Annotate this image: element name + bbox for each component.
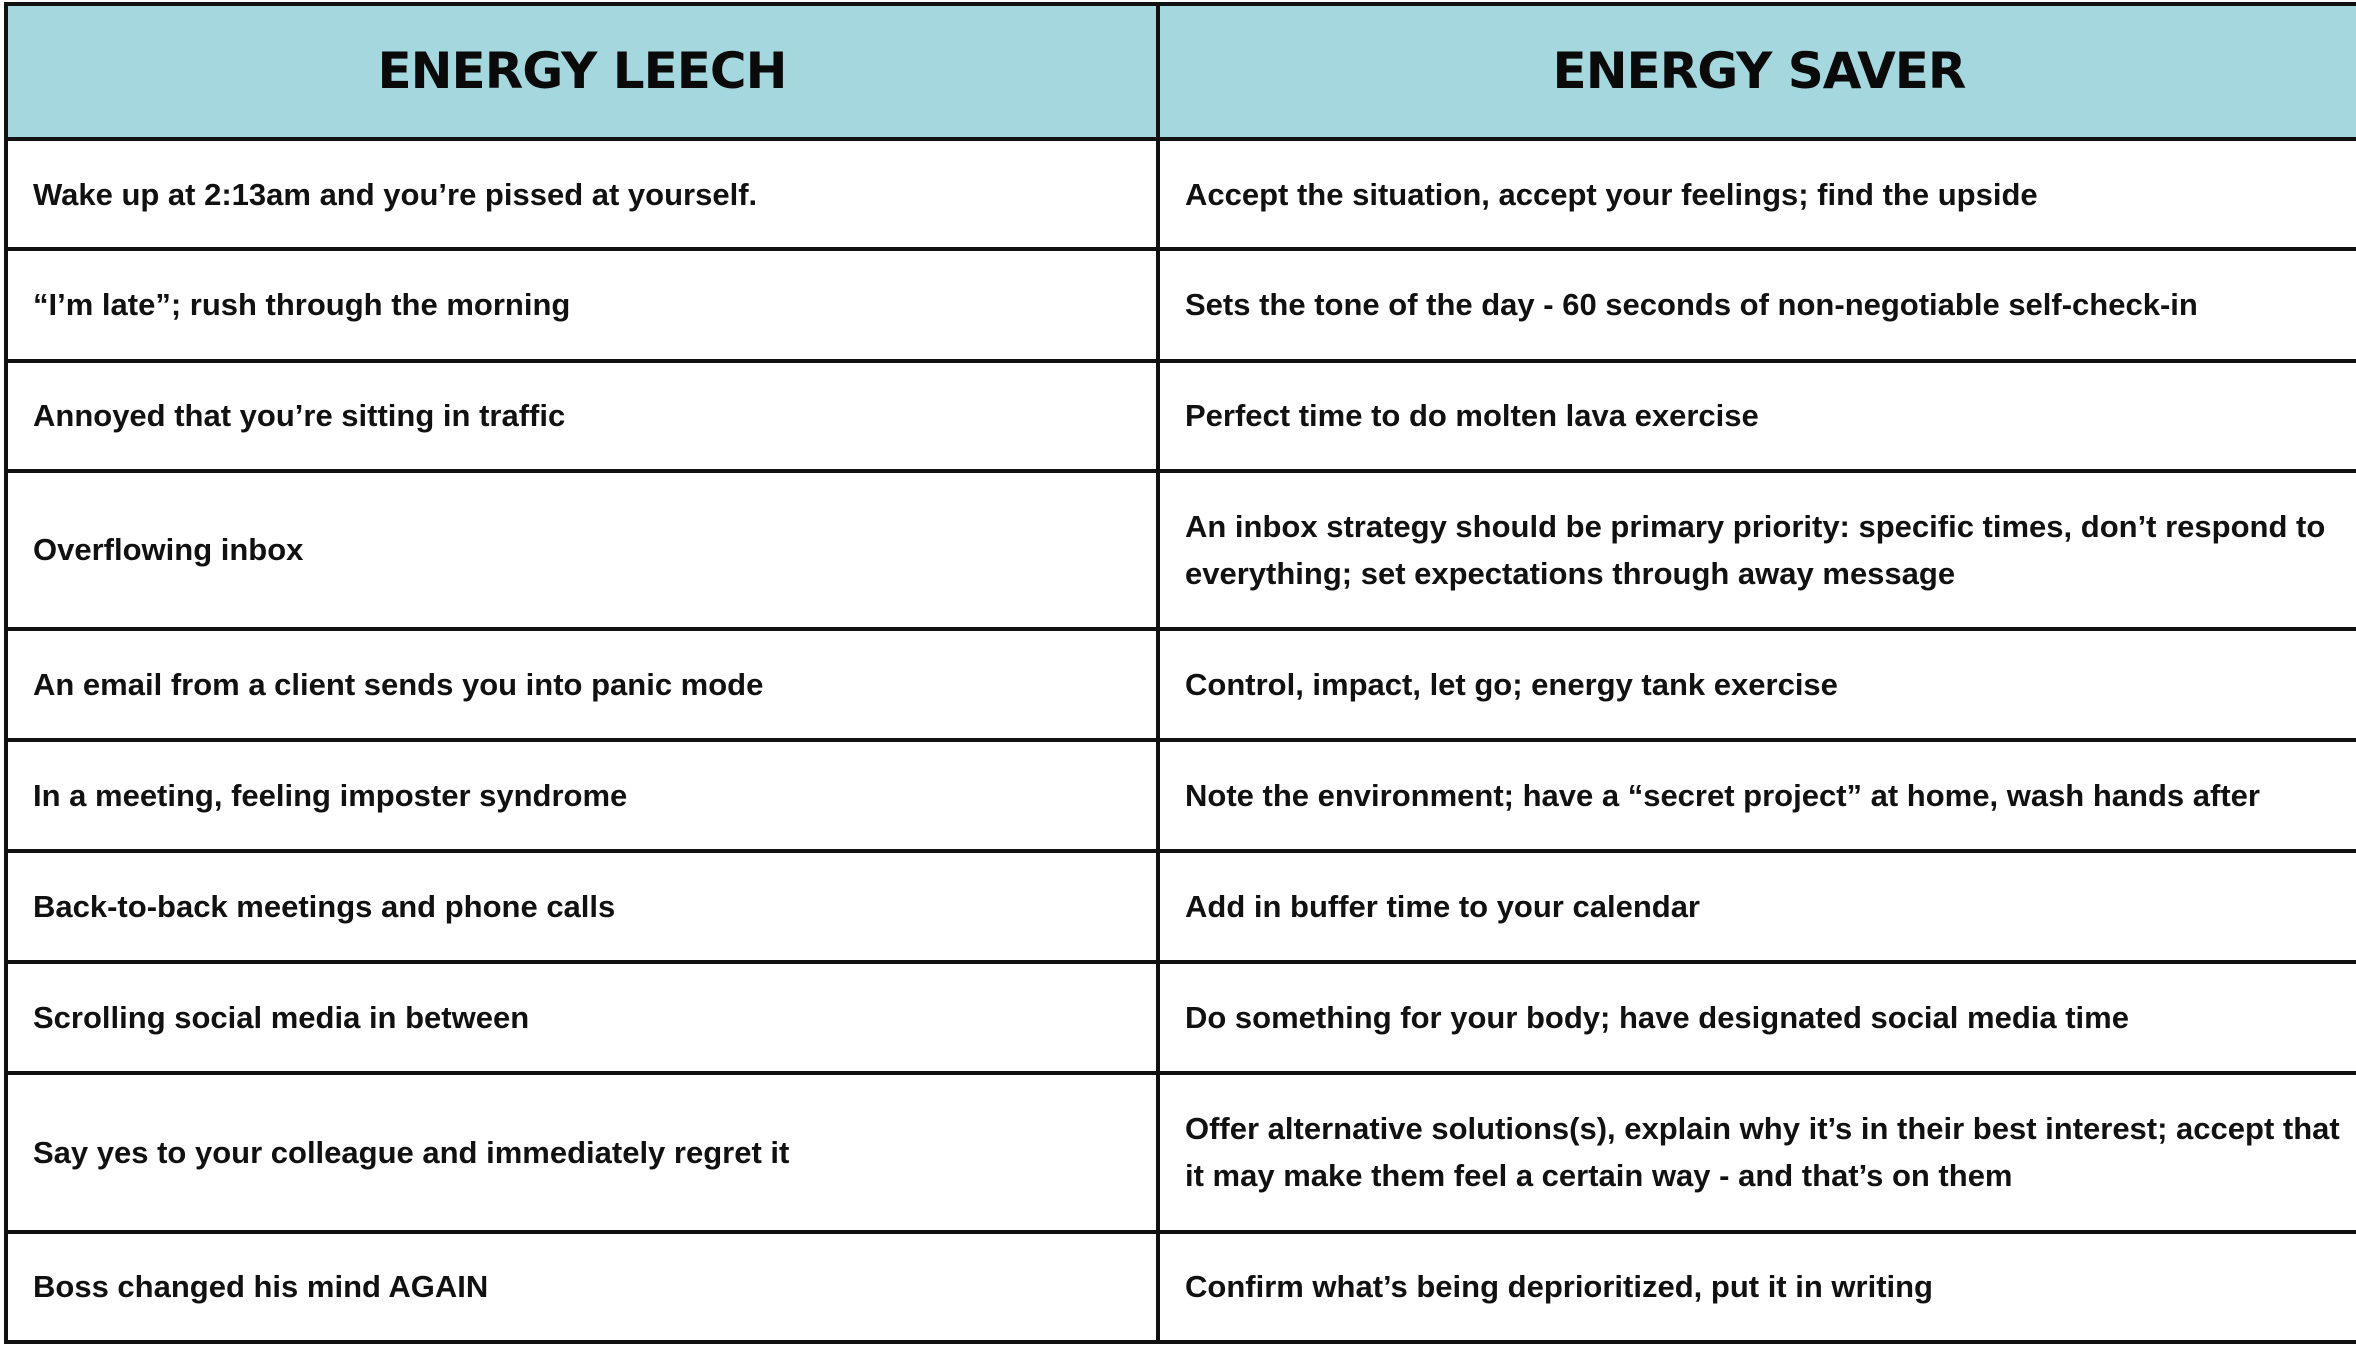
leech-cell	[6, 851, 1158, 962]
leech-text: Wake up at 2:13am and you’re pissed at yourself.	[33, 176, 758, 212]
leech-cell	[6, 1232, 1158, 1342]
leech-text: Scrolling social media in between	[33, 1000, 530, 1036]
table-row	[6, 249, 2356, 360]
leech-text: Overflowing inbox	[33, 532, 304, 568]
saver-cell	[1158, 1232, 2356, 1342]
saver-text: Sets the tone of the day - 60 seconds of non-negotiable self-check-in	[1185, 287, 2198, 323]
saver-text: Note the environment; have a “secret project” at home, wash hands after	[1185, 778, 2260, 814]
header-row	[6, 4, 2356, 139]
saver-text: Control, impact, let go; energy tank exercise	[1185, 667, 1838, 703]
saver-cell	[1158, 962, 2356, 1073]
saver-text: Perfect time to do molten lava exercise	[1185, 398, 1759, 434]
leech-cell	[6, 629, 1158, 740]
table-row	[6, 1232, 2356, 1342]
leech-text: Annoyed that you’re sitting in traffic	[33, 398, 566, 434]
saver-text: Do something for your body; have designated social media time	[1185, 1000, 2129, 1036]
saver-cell	[1158, 629, 2356, 740]
header-energy-leech: ENERGY LEECH	[6, 4, 1158, 139]
leech-text: “I’m late”; rush through the morning	[33, 287, 571, 323]
energy-table	[4, 2, 2356, 1344]
leech-text: Say yes to your colleague and immediately regret it	[33, 1134, 790, 1170]
saver-cell	[1158, 139, 2356, 249]
leech-text: Back-to-back meetings and phone calls	[33, 888, 616, 924]
saver-cell	[1158, 361, 2356, 471]
table-row	[6, 471, 2356, 629]
saver-cell	[1158, 1073, 2356, 1231]
leech-text: Boss changed his mind AGAIN	[33, 1269, 489, 1305]
table-row	[6, 139, 2356, 249]
table-row	[6, 962, 2356, 1073]
table-row	[6, 629, 2356, 740]
saver-cell	[1158, 471, 2356, 629]
leech-cell	[6, 139, 1158, 249]
saver-text: An inbox strategy should be primary priority: specific times, don’t respond to everything; set expectations through away message	[1185, 508, 2326, 591]
leech-text: An email from a client sends you into panic mode	[33, 667, 764, 703]
table-row	[6, 1073, 2356, 1231]
leech-cell	[6, 740, 1158, 850]
saver-text: Add in buffer time to your calendar	[1185, 888, 1700, 924]
saver-cell	[1158, 249, 2356, 360]
saver-cell	[1158, 740, 2356, 850]
leech-cell	[6, 249, 1158, 360]
table-row	[6, 851, 2356, 962]
leech-cell	[6, 361, 1158, 471]
header-energy-saver: ENERGY SAVER	[1158, 4, 2356, 139]
saver-text: Confirm what’s being deprioritized, put it in writing	[1185, 1269, 1933, 1305]
leech-cell	[6, 962, 1158, 1073]
saver-text: Accept the situation, accept your feelings; find the upside	[1185, 176, 2038, 212]
table-row	[6, 361, 2356, 471]
leech-cell	[6, 471, 1158, 629]
saver-cell	[1158, 851, 2356, 962]
table-row	[6, 740, 2356, 850]
saver-text: Offer alternative solutions(s), explain why it’s in their best interest; accept that it may make them feel a certain way - and that’s on them	[1185, 1111, 2340, 1194]
leech-text: In a meeting, feeling imposter syndrome	[33, 778, 628, 814]
leech-cell	[6, 1073, 1158, 1231]
